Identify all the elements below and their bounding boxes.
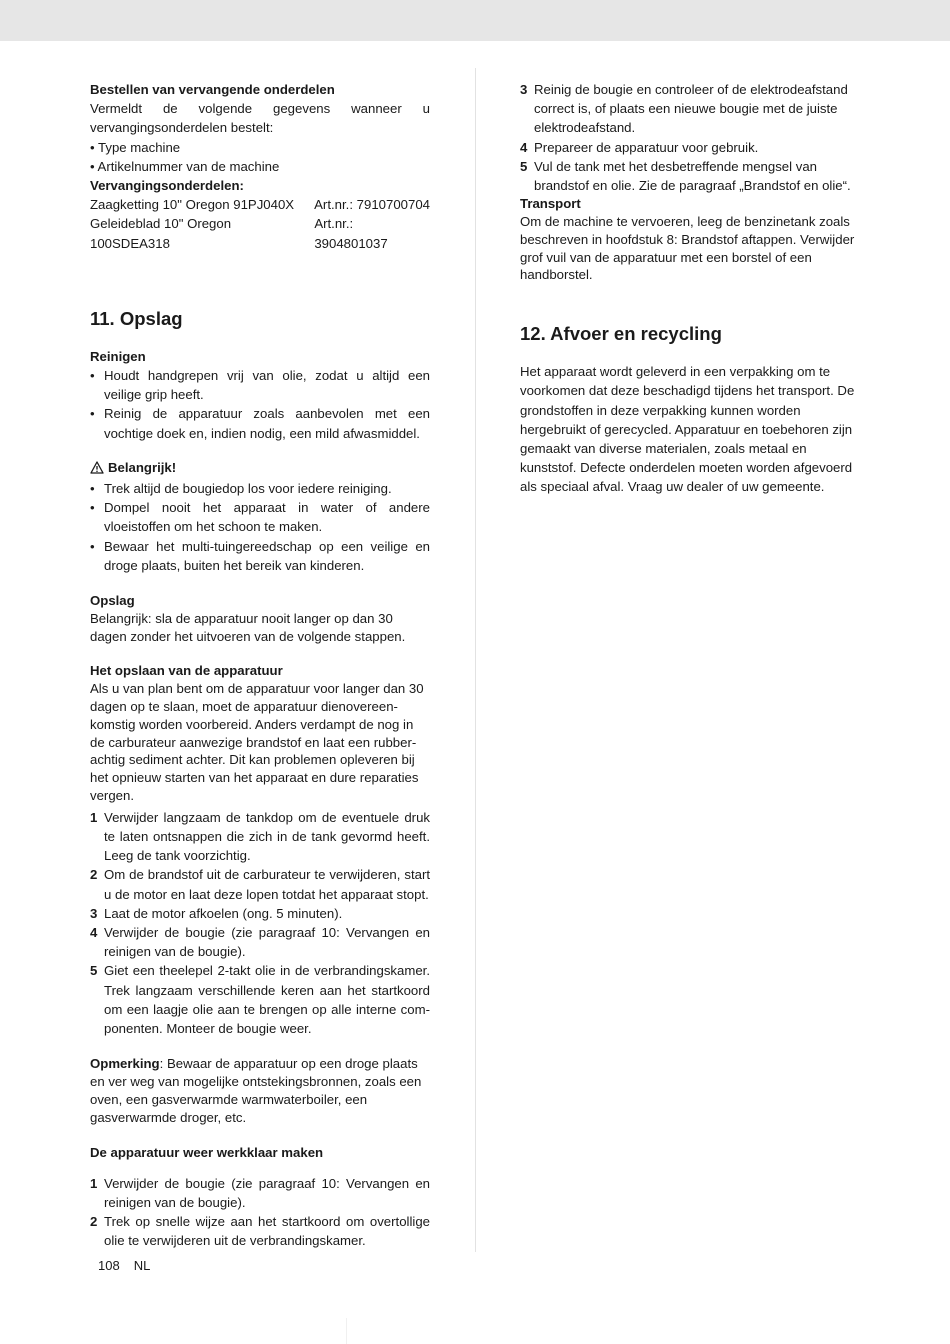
storage-text: Belangrijk: sla de apparatuur nooit langer op dan 30 dagen zonder het uitvoeren van de volgende stappen. (90, 610, 406, 644)
clean-heading: Reinigen (90, 348, 146, 364)
note-text: : Bewaar de apparatuur op een droge plaats en ver weg van mogelijke ontstekingsbronnen, zoals een oven, een gasverwarmde warmwaterboiler, een gasverwarmde droger, etc. (90, 1056, 422, 1125)
section-12-title: 12. Afvoer en recycling (520, 323, 722, 345)
language-code: NL (133, 1258, 151, 1273)
clean-item: • Houdt handgrepen vrij van olie, zodat u altijd een veilige grip heeft. (90, 366, 430, 404)
store-heading: Het opslaan van de apparatuur (90, 663, 283, 679)
store-steps (90, 808, 430, 1038)
right-column (520, 80, 865, 497)
clean-list (90, 366, 430, 443)
storage-heading: Opslag (90, 593, 135, 609)
step-item: 2 Om de brandstof uit de carburateur te verwijderen, start u de motor en laat deze lopen totdat het apparaat stopt. (90, 867, 430, 902)
ready-heading: De apparatuur weer werkklaar maken (90, 1145, 324, 1161)
order-heading: Bestellen van vervangende onderdelen (90, 82, 335, 97)
step-item: 5 Vul de tank met het desbetreffende mengsel van brandstof en olie. Zie de paragraaf „Brandstof en olie“. (520, 158, 851, 194)
page-number: 108 (98, 1258, 120, 1273)
important-list (90, 479, 430, 575)
important-item: • Dompel nooit het apparaat in water of andere vloeistoffen om het schoon te maken. (90, 498, 430, 536)
step-item: 3 Laat de motor afkoelen (ong. 5 minuten). (90, 905, 343, 921)
store-text: Als u van plan bent om de apparatuur voor langer dan 30 dagen op te slaan, moet de apparatuur dienovereen-komstig worden voorbereid. Anders verdampt de nog in de carburateur aanwezige brandstof en laat een rubber-achtig sediment achter. Dit kan problemen opleveren bij het opnieuw starten van het apparaat en dure reparaties vergen. (90, 681, 424, 804)
important-item: • Bewaar het multi-tuingereedschap op een veilige en droge plaats, buiten het bereik van kinderen. (90, 537, 430, 575)
step-item: 1 Verwijder langzaam de tankdop om de eventuele druk te laten ontsnappen die zich in de tank gevormd heeft. Leeg de tank voorzichtig. (90, 809, 430, 864)
fold-mark (346, 1318, 347, 1344)
page-footer (98, 1256, 164, 1276)
order-item: • Type machine (90, 139, 181, 155)
section-11-title: 11. Opslag (90, 307, 183, 329)
step-item: 1 Verwijder de bougie (zie paragraaf 10: Vervangen en reinigen van de bougie). (90, 1175, 430, 1210)
left-column (90, 80, 430, 1250)
part-name: Geleideblad 10" Oregon 100SDEA318 (90, 216, 232, 251)
important-item: • Trek altijd de bougiedop los voor iedere reiniging. (90, 479, 430, 498)
order-intro: Vermeldt de volgende gegevens wanneer u vervangingsonderdelen bestelt: (90, 101, 430, 136)
recycling-text: Het apparaat wordt geleverd in een verpakking om te voorkomen dat deze beschadigd tijdens het transport. De grondstoffen in deze verpakking kunnen worden hergebruikt of gerecycled. Apparatuur en toebehoren zijn gemaakt van diverse materialen, zoals metaal en kunststof. Defecte onderdelen moeten worden afgevoerd als speciaal afval. Vraag uw dealer of uw gemeente. (520, 364, 855, 495)
part-row (90, 195, 430, 214)
ready-steps-continued (520, 80, 865, 195)
part-art-number: Art.nr.: 3904801037 (314, 216, 388, 251)
step-item: 5 Giet een theelepel 2-takt olie in de verbrandingskamer. Trek langzaam verschillende keren aan het startkoord om een laagje olie aan te brengen op alle interne com-ponenten. Monteer de bougie weer. (90, 963, 430, 1037)
top-bar (0, 0, 950, 41)
clean-item: • Reinig de apparatuur zoals aanbevolen met een vochtige doek en, indien nodig, een mild afwasmiddel. (90, 404, 430, 442)
ready-steps (90, 1174, 430, 1251)
important-label: Belangrijk! (108, 459, 177, 475)
order-item: • Artikelnummer van de machine (90, 158, 280, 174)
part-art-number: Art.nr.: 7910700704 (314, 197, 430, 213)
note (90, 1055, 430, 1126)
warning-icon (90, 461, 104, 474)
order-list (90, 138, 430, 176)
step-item: 3 Reinig de bougie en controleer of de elektrodeafstand correct is, of plaats een nieuwe bougie met de juiste elektrodeafstand. (520, 82, 848, 136)
part-name: Zaagketting 10" Oregon 91PJ040X (90, 197, 295, 213)
step-item: 2 Trek op snelle wijze aan het startkoord om overtollige olie te verwijderen uit de verbrandingskamer. (90, 1214, 430, 1249)
column-divider (475, 68, 476, 1252)
transport-heading: Transport (520, 196, 581, 212)
part-row (90, 214, 430, 252)
step-item: 4 Verwijder de bougie (zie paragraaf 10: Vervangen en reinigen van de bougie). (90, 925, 430, 960)
transport-text: Om de machine te vervoeren, leeg de benzinetank zoals beschreven in hoofdstuk 8: Brandstof aftappen. Verwijder grof vuil van de apparatuur met een borstel of een handborstel. (520, 214, 855, 283)
note-label: Opmerking (90, 1056, 160, 1072)
step-item: 4 Prepareer de apparatuur voor gebruik. (520, 139, 759, 155)
important-callout (90, 458, 430, 477)
parts-heading: Vervangingsonderdelen: (90, 178, 244, 194)
